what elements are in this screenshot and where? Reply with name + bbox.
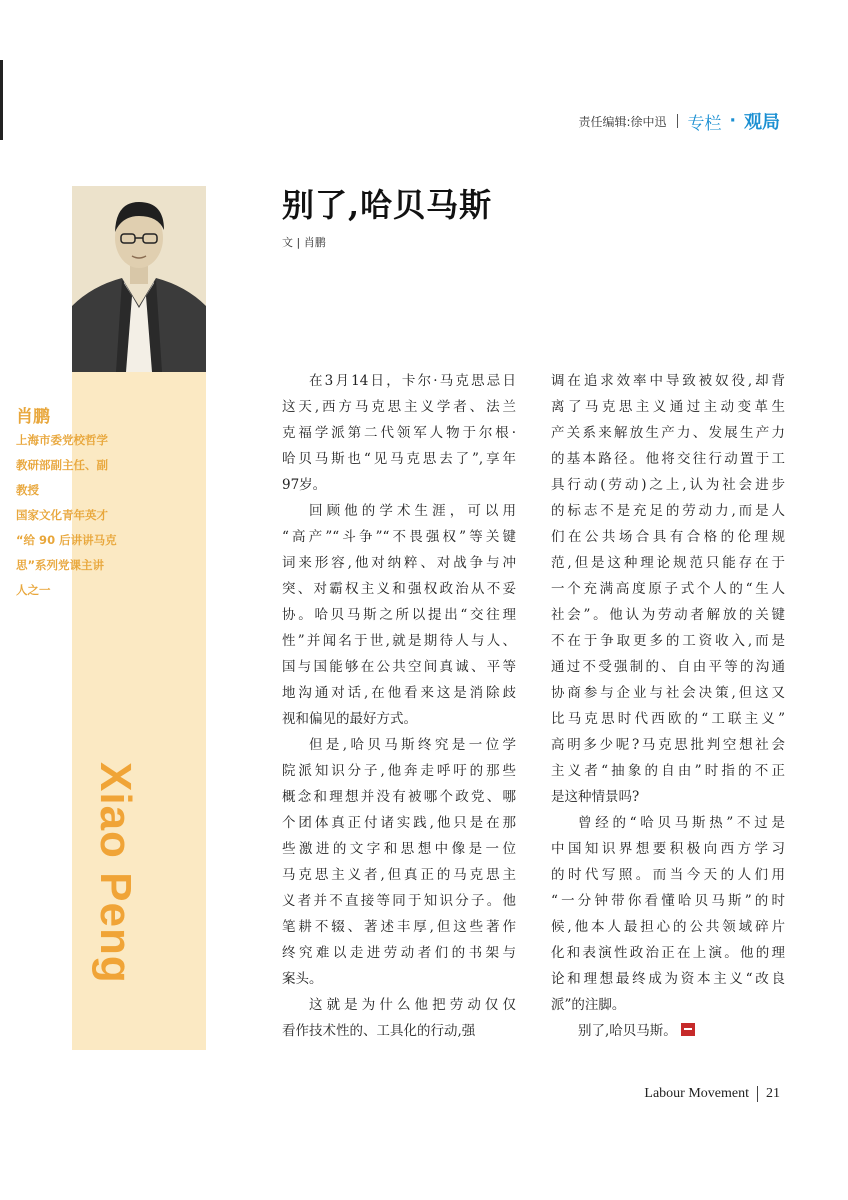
article-line: 视和偏见的最好方式。 (282, 711, 417, 727)
article-byline: 文 | 肖鹏 (282, 236, 326, 249)
article-line: 别了,哈贝马斯。 (551, 1018, 785, 1044)
article-line: 一个充满高度原子式个人的“生人 (551, 581, 785, 597)
article-paragraph (282, 368, 516, 498)
article-line: 曾经的“哈贝马斯热”不过是 (578, 815, 785, 831)
article-line: 克福学派第二代领军人物于尔根· (282, 425, 516, 441)
author-name: 肖鹏 (16, 407, 50, 427)
article-line: 概念和理想并没有被哪个政党、哪 (282, 789, 516, 805)
article-paragraph (282, 732, 516, 992)
article-line: “高产”“斗争”“不畏强权”等关键 (282, 529, 516, 545)
article-line: 协商参与企业与社会决策,但这又 (551, 685, 785, 701)
article-line: 中国知识界想要积极向西方学习 (551, 841, 785, 857)
article-line: 们在公共场合具有合格的伦理规 (551, 529, 785, 545)
article-title: 别了,哈贝马斯 (282, 186, 493, 224)
publication-name: Labour Movement (644, 1086, 749, 1101)
article-line: 化和表演性政治正在上演。他的理 (551, 945, 785, 961)
author-bio-line: 教研部副主任、副 (16, 458, 108, 472)
article-line: 些激进的文字和思想中像是一位 (282, 841, 516, 857)
section-label: 观局 (744, 112, 780, 133)
article-line: 的标志不是充足的劳动力,而是人 (551, 503, 785, 519)
article-line: 回顾他的学术生涯，可以用 (309, 503, 516, 519)
article-line: 案头。 (282, 971, 323, 987)
article-line: 笔耕不辍、著述丰厚,但这些著作 (282, 919, 516, 935)
article-line: 词来形容,他对纳粹、对战争与冲 (282, 555, 516, 571)
author-bio-line: “给 90 后讲讲马克 (16, 533, 117, 547)
binding-edge-mark (0, 60, 3, 140)
page-header (578, 108, 780, 134)
article-line: 个团体真正付诸实践,他只是在那 (282, 815, 516, 831)
article-paragraph (551, 810, 785, 1018)
page-number: 21 (766, 1086, 780, 1101)
article-line: 国与国能够在公共空间真诚、平等 (282, 659, 516, 675)
editor-credit: 责任编辑:徐中迅 (578, 114, 667, 129)
article-line: 候,他本人最担心的公共领域碎片 (551, 919, 785, 935)
article-line: 具行动(劳动)之上,认为社会进步 (551, 477, 785, 493)
article-line: 义者并不直接等同于知识分子。他 (282, 893, 516, 909)
article-line: 离了马克思主义通过主动变革生 (551, 399, 785, 415)
article-paragraph (551, 368, 785, 810)
article-line: 但是,哈贝马斯终究是一位学 (309, 737, 516, 753)
article-line: 终究难以走进劳动者们的书架与 (282, 945, 516, 961)
article-line: 派”的注脚。 (551, 997, 626, 1013)
article-line: 地沟通对话,在他看来这是消除歧 (282, 685, 516, 701)
author-bio-line: 思”系列党课主讲 (16, 558, 105, 572)
author-portrait-illustration (72, 186, 206, 372)
article-paragraph (282, 498, 516, 732)
article-line: 这天,西方马克思主义学者、法兰 (282, 399, 516, 415)
article-paragraph (551, 1018, 785, 1044)
article-line: 社会”。他认为劳动者解放的关键 (551, 607, 785, 623)
author-portrait (72, 186, 206, 372)
article-line: 看作技术性的、工具化的行动,强 (282, 1023, 476, 1039)
author-name-pinyin: Xiao Peng (91, 762, 140, 984)
author-bio (16, 428, 134, 603)
article-line: 的基本路径。他将交往行动置于工 (551, 451, 785, 467)
column-label: 专栏 (687, 113, 722, 134)
article-line: 突、对霸权主义和强权政治从不妥 (282, 581, 516, 597)
article-line: 哈贝马斯也“见马克思去了”,享年 (282, 451, 516, 467)
article-line: 调在追求效率中导致被奴役,却背 (551, 373, 785, 389)
article-line: 院派知识分子,他奔走呼吁的那些 (282, 763, 516, 779)
author-bio-line: 教授 (16, 483, 39, 497)
article-line: 高明多少呢?马克思批判空想社会 (551, 737, 785, 753)
author-bio-line: 上海市委党校哲学 (16, 433, 108, 447)
article-line: “一分钟带你看懂哈贝马斯”的时 (551, 893, 785, 909)
article-line: 主义者“抽象的自由”时指的不正 (551, 763, 785, 779)
article-line: 这就是为什么他把劳动仅仅 (309, 997, 516, 1013)
article-body-left-column (282, 368, 516, 1044)
article-line: 论和理想最终成为资本主义“改良 (551, 971, 785, 987)
article-line: 97岁。 (282, 477, 327, 493)
article-line: 在3月14日，卡尔·马克思忌日 (309, 373, 516, 389)
article-line: 协。哈贝马斯之所以提出“交往理 (282, 607, 516, 623)
header-dot-separator: · (729, 111, 736, 131)
article-line: 通过不受强制的、自由平等的沟通 (551, 659, 785, 675)
article-line: 性”并闻名于世,就是期待人与人、 (282, 633, 516, 649)
article-line: 的时代写照。而当今天的人们用 (551, 867, 785, 883)
author-bio-line: 国家文化青年英才 (16, 508, 108, 522)
author-bio-line: 人之一 (16, 583, 51, 597)
article-line: 马克思主义者,但真正的马克思主 (282, 867, 516, 883)
header-divider (677, 114, 678, 128)
article-line: 范,但是这种理论规范只能存在于 (551, 555, 785, 571)
article-line: 是这种情景吗? (551, 789, 640, 805)
article-paragraph (282, 992, 516, 1044)
article-line: 比马克思时代西欧的“工联主义” (551, 711, 785, 727)
article-line: 产关系来解放生产力、发展生产力 (551, 425, 785, 441)
article-line: 不在于争取更多的工资收入,而是 (551, 633, 785, 649)
article-end-mark-icon (681, 1023, 695, 1036)
article-body-right-column (551, 368, 785, 1044)
page-footer (644, 1086, 780, 1102)
footer-divider (757, 1086, 758, 1102)
